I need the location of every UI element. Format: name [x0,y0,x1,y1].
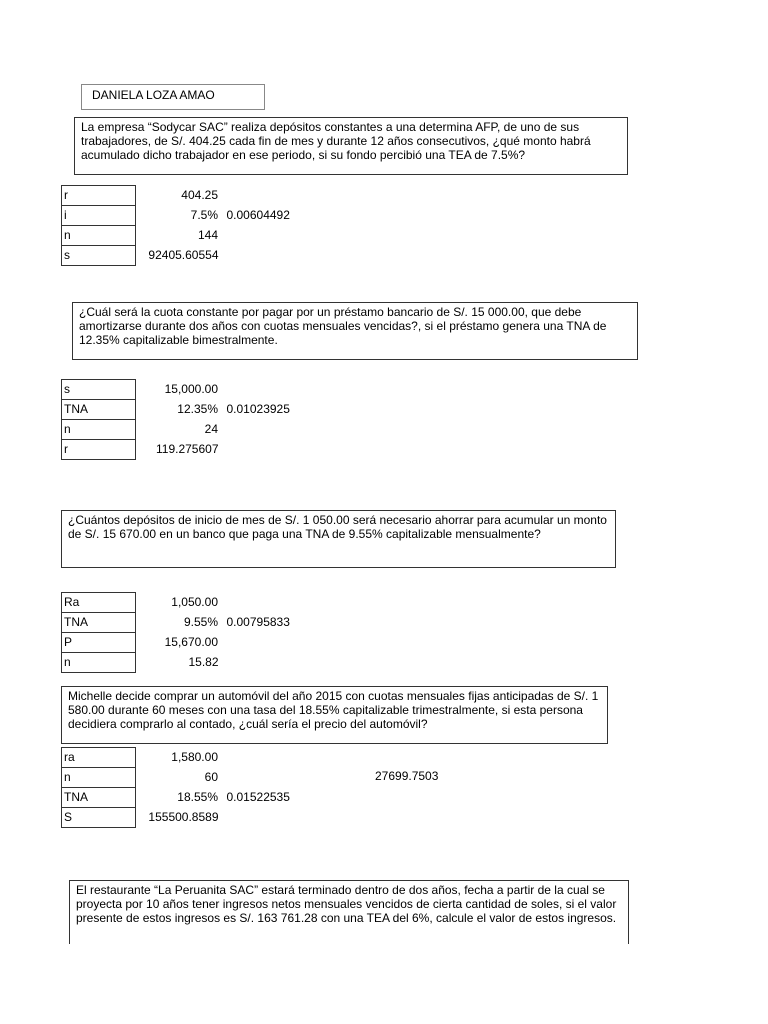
row-value: 9.55% [183,615,218,629]
row-value: 1,050.00 [171,595,218,609]
row-value: 18.55% [177,790,218,804]
row-label: n [62,420,136,440]
table-row [62,246,290,266]
table-row [62,808,290,828]
table-row [62,440,290,460]
row-value: 1,580.00 [171,750,218,764]
table-row [62,633,290,653]
row-value: 15,000.00 [164,382,218,396]
row-label: Ra [62,593,136,613]
row-extra [219,380,290,400]
table-row [62,226,290,246]
problem-3-table [61,592,290,673]
row-value: 155500.8589 [148,810,219,824]
row-label: n [62,768,136,788]
row-value: 15.82 [188,655,219,669]
problem-2-text: ¿Cuál será la cuota constante por pagar por un préstamo bancario de S/. 15 000.00, que debe amortizarse durante dos años con cuotas mensuales vencidas?, si el préstamo genera una TNA de 12.35% capitalizable bimestralmente. [79,305,607,347]
row-label: n [62,226,136,246]
table-row [62,593,290,613]
problem-2-table [61,379,290,460]
row-label: ra [62,748,136,768]
table-row [62,420,290,440]
row-value: 12.35% [177,402,218,416]
row-extra [219,186,290,206]
problem-1-text: La empresa “Sodycar SAC” realiza depósitos constantes a una determina AFP, de uno de sus trabajadores, de S/. 404.25 cada fin de mes y durante 12 años consecutivos, ¿qué monto habrá acumulado dicho trabajador en ese periodo, si su fondo percibió una TEA de 7.5%? [81,120,591,162]
problem-5-statement [69,880,629,944]
row-label: s [62,246,136,266]
problem-4-side-value: 27699.7503 [375,769,439,783]
author-name-box [81,84,265,110]
table-row [62,613,290,633]
table-row [62,206,290,226]
row-extra [219,246,290,266]
row-value: 119.275607 [155,442,219,456]
row-extra: 0.01522535 [226,790,290,804]
row-extra: 0.00795833 [226,615,290,629]
problem-4-statement [61,686,608,744]
row-extra [219,748,290,768]
row-label: r [62,186,136,206]
problem-4-table [61,747,290,828]
author-name: DANIELA LOZA AMAO [92,88,215,102]
row-label: i [62,206,136,226]
row-label: TNA [62,613,136,633]
row-extra [219,420,290,440]
table-row [62,186,290,206]
row-extra [219,593,290,613]
problem-1-table [61,185,290,266]
row-extra [219,808,290,828]
row-extra: 0.01023925 [226,402,290,416]
row-extra [219,768,290,788]
problem-5-text: El restaurante “La Peruanita SAC” estará terminado dentro de dos años, fecha a partir de la cual se proyecta por 10 años tener ingresos netos mensuales vencidos de cierta cantidad de soles, si el valor presente de estos ingresos es S/. 163 761.28 con una TEA del 6%, calcule el valor de estos ingresos. [76,883,617,925]
row-extra [219,226,290,246]
problem-2-statement [72,302,638,360]
row-label: TNA [62,400,136,420]
table-row [62,380,290,400]
row-label: TNA [62,788,136,808]
row-value: 24 [204,422,218,436]
row-extra [219,633,290,653]
row-value: 144 [197,228,218,242]
row-label: n [62,653,136,673]
row-value: 60 [204,770,218,784]
problem-3-statement [61,510,616,568]
row-extra [219,440,290,460]
table-row [62,788,290,808]
table-row [62,768,290,788]
row-label: P [62,633,136,653]
row-label: s [62,380,136,400]
row-value: 15,670.00 [164,635,218,649]
row-value: 7.5% [190,208,218,222]
table-row [62,748,290,768]
row-value: 404.25 [181,188,218,202]
table-row [62,400,290,420]
problem-1-statement [74,117,628,175]
problem-3-text: ¿Cuántos depósitos de inicio de mes de S/. 1 050.00 será necesario ahorrar para acumular un monto de S/. 15 670.00 en un banco que paga una TNA de 9.55% capitalizable mensualmente? [68,513,607,541]
row-extra [219,653,290,673]
row-extra: 0.00604492 [226,208,290,222]
row-label: r [62,440,136,460]
row-label: S [62,808,136,828]
row-value: 92405.60554 [148,248,219,262]
table-row [62,653,290,673]
problem-4-text: Michelle decide comprar un automóvil del año 2015 con cuotas mensuales fijas anticipadas de S/. 1 580.00 durante 60 meses con una tasa del 18.55% capitalizable trimestralmente, si esta persona decidiera comprarlo al contado, ¿cuál sería el precio del automóvil? [68,689,599,731]
